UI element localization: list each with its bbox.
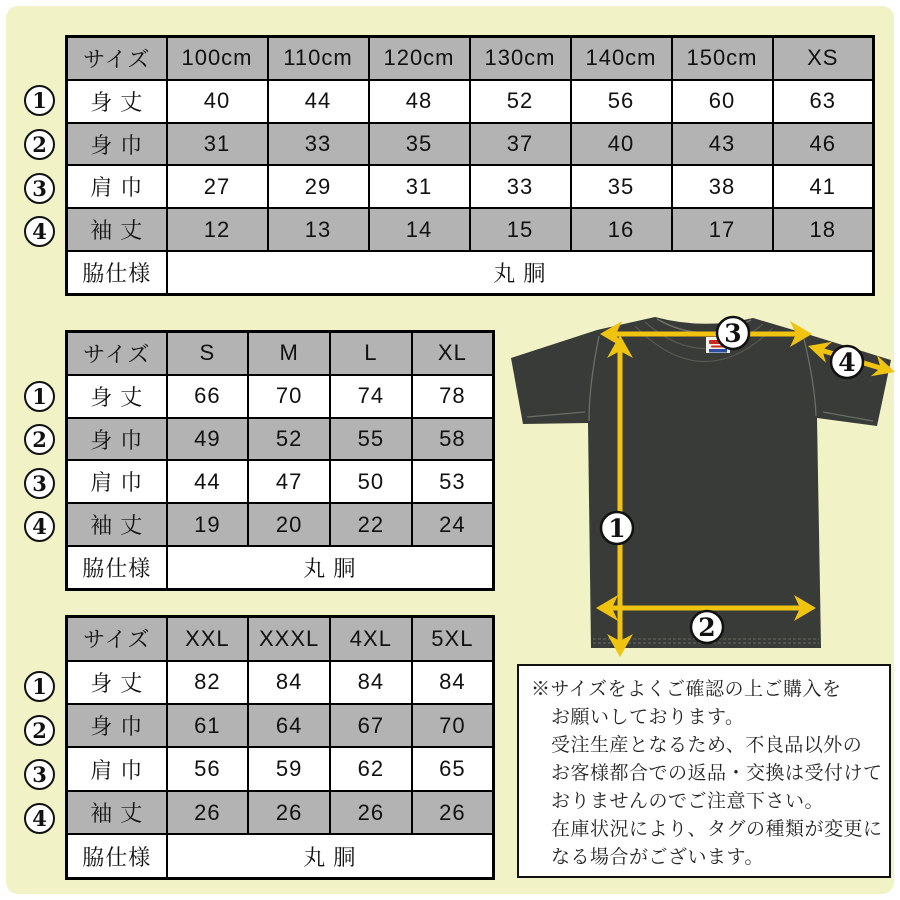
measure-row-label: 袖 丈 — [67, 791, 167, 834]
size-value-cell: 22 — [330, 503, 412, 546]
size-value-cell: 64 — [248, 704, 330, 747]
side-spec-value: 丸 胴 — [167, 251, 874, 294]
row-marker-3: 3 — [24, 468, 55, 499]
row-marker-4: 4 — [24, 216, 55, 247]
size-value-cell: 56 — [167, 747, 249, 790]
size-value-cell: 38 — [672, 165, 773, 208]
size-value-cell: 62 — [330, 747, 412, 790]
measure-row-label: 身 丈 — [67, 661, 167, 704]
svg-text:3: 3 — [724, 319, 742, 348]
kids-size-table — [65, 35, 875, 296]
size-value-cell: 52 — [248, 418, 330, 461]
size-value-cell: 82 — [167, 661, 249, 704]
measure-row-label: 袖 丈 — [67, 208, 167, 251]
measure-row-label: 袖 丈 — [67, 503, 167, 546]
size-corner-header: サイズ — [67, 37, 167, 80]
size-value-cell: 40 — [571, 123, 672, 166]
size-value-cell: 31 — [167, 123, 268, 166]
side-spec-label: 脇仕様 — [67, 251, 167, 294]
size-value-cell: 84 — [412, 661, 494, 704]
size-column-header: 140cm — [571, 37, 672, 80]
purchase-notice-box — [517, 664, 891, 878]
size-value-cell: 41 — [773, 165, 874, 208]
size-value-cell: 61 — [167, 704, 249, 747]
size-value-cell: 27 — [167, 165, 268, 208]
size-value-cell: 26 — [330, 791, 412, 834]
measure-row-label: 身 丈 — [67, 375, 167, 418]
size-column-header: M — [248, 332, 330, 375]
row-marker-4: 4 — [24, 511, 55, 542]
size-value-cell: 17 — [672, 208, 773, 251]
size-value-cell: 66 — [167, 375, 249, 418]
size-value-cell: 74 — [330, 375, 412, 418]
size-value-cell: 48 — [369, 80, 470, 123]
row-marker-1: 1 — [24, 671, 55, 702]
side-spec-label: 脇仕様 — [67, 834, 167, 878]
measure-row-label: 身 巾 — [67, 704, 167, 747]
size-value-cell: 33 — [268, 123, 369, 166]
measure-row-label: 身 丈 — [67, 80, 167, 123]
size-value-cell: 47 — [248, 460, 330, 503]
size-value-cell: 78 — [412, 375, 494, 418]
measure-row-label: 肩 巾 — [67, 165, 167, 208]
row-marker-3: 3 — [24, 759, 55, 790]
diagram-marker-1 — [601, 512, 633, 544]
size-column-header: 4XL — [330, 617, 412, 661]
size-value-cell: 35 — [369, 123, 470, 166]
size-value-cell: 16 — [571, 208, 672, 251]
size-column-header: XXL — [167, 617, 249, 661]
size-column-header: XS — [773, 37, 874, 80]
size-value-cell: 55 — [330, 418, 412, 461]
size-value-cell: 44 — [268, 80, 369, 123]
size-value-cell: 60 — [672, 80, 773, 123]
notice-line: お願いしております。 — [551, 707, 745, 728]
size-value-cell: 12 — [167, 208, 268, 251]
large-size-table — [65, 615, 495, 880]
size-column-header: S — [167, 332, 249, 375]
size-value-cell: 70 — [248, 375, 330, 418]
notice-line: お客様都合での返品・交換は受付けて — [551, 763, 883, 784]
row-marker-1: 1 — [24, 85, 55, 116]
size-corner-header: サイズ — [67, 617, 167, 661]
size-column-header: 100cm — [167, 37, 268, 80]
adult-size-table — [65, 330, 495, 591]
notice-line: おりませんのでご注意下さい。 — [551, 791, 825, 812]
size-value-cell: 52 — [470, 80, 571, 123]
size-column-header: 120cm — [369, 37, 470, 80]
size-value-cell: 63 — [773, 80, 874, 123]
size-column-header: 110cm — [268, 37, 369, 80]
size-value-cell: 35 — [571, 165, 672, 208]
size-value-cell: 26 — [248, 791, 330, 834]
size-value-cell: 70 — [412, 704, 494, 747]
row-marker-4: 4 — [24, 803, 55, 834]
size-value-cell: 53 — [412, 460, 494, 503]
size-value-cell: 26 — [412, 791, 494, 834]
size-value-cell: 58 — [412, 418, 494, 461]
size-value-cell: 44 — [167, 460, 249, 503]
side-spec-label: 脇仕様 — [67, 546, 167, 589]
size-value-cell: 43 — [672, 123, 773, 166]
size-column-header: 5XL — [412, 617, 494, 661]
side-spec-value: 丸 胴 — [167, 834, 494, 878]
diagram-marker-3 — [717, 317, 749, 349]
size-value-cell: 84 — [248, 661, 330, 704]
svg-text:1: 1 — [608, 514, 626, 543]
size-value-cell: 65 — [412, 747, 494, 790]
size-value-cell: 37 — [470, 123, 571, 166]
size-value-cell: 13 — [268, 208, 369, 251]
size-value-cell: 14 — [369, 208, 470, 251]
size-column-header: XL — [412, 332, 494, 375]
size-value-cell: 33 — [470, 165, 571, 208]
size-value-cell: 29 — [268, 165, 369, 208]
measure-row-label: 肩 巾 — [67, 460, 167, 503]
notice-line: ※サイズをよくご確認の上ご購入を — [531, 679, 842, 700]
size-value-cell: 56 — [571, 80, 672, 123]
size-column-header: 150cm — [672, 37, 773, 80]
diagram-marker-4 — [831, 346, 863, 378]
size-value-cell: 26 — [167, 791, 249, 834]
row-marker-2: 2 — [24, 424, 55, 455]
row-marker-2: 2 — [24, 129, 55, 160]
measure-row-label: 身 巾 — [67, 123, 167, 166]
notice-line: 在庫状況により、タグの種類が変更に — [551, 819, 883, 840]
size-value-cell: 46 — [773, 123, 874, 166]
side-spec-value: 丸 胴 — [167, 546, 494, 589]
size-value-cell: 18 — [773, 208, 874, 251]
row-marker-2: 2 — [24, 715, 55, 746]
row-marker-3: 3 — [24, 173, 55, 204]
measure-row-label: 肩 巾 — [67, 747, 167, 790]
size-value-cell: 40 — [167, 80, 268, 123]
size-value-cell: 49 — [167, 418, 249, 461]
size-column-header: 130cm — [470, 37, 571, 80]
notice-line: 受注生産となるため、不良品以外の — [551, 735, 863, 756]
size-value-cell: 31 — [369, 165, 470, 208]
size-value-cell: 20 — [248, 503, 330, 546]
size-value-cell: 50 — [330, 460, 412, 503]
diagram-marker-2 — [691, 611, 723, 643]
size-corner-header: サイズ — [67, 332, 167, 375]
svg-text:2: 2 — [698, 613, 716, 642]
size-value-cell: 67 — [330, 704, 412, 747]
measure-row-label: 身 巾 — [67, 418, 167, 461]
size-value-cell: 59 — [248, 747, 330, 790]
size-value-cell: 19 — [167, 503, 249, 546]
size-value-cell: 24 — [412, 503, 494, 546]
row-marker-1: 1 — [24, 381, 55, 412]
notice-line: なる場合がございます。 — [551, 847, 764, 868]
size-column-header: XXXL — [248, 617, 330, 661]
size-value-cell: 15 — [470, 208, 571, 251]
svg-text:4: 4 — [838, 348, 856, 377]
size-column-header: L — [330, 332, 412, 375]
tshirt-measure-diagram — [505, 310, 895, 660]
size-value-cell: 84 — [330, 661, 412, 704]
